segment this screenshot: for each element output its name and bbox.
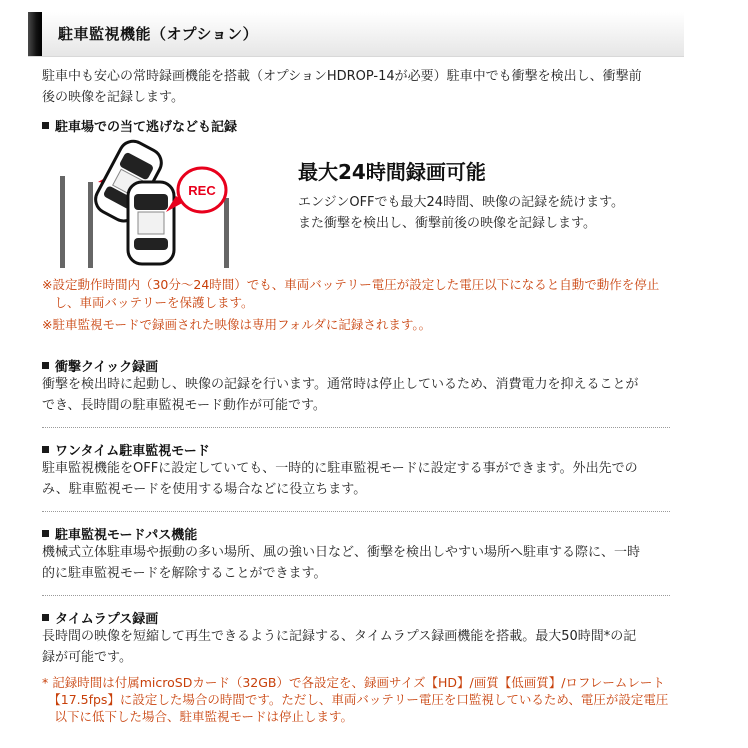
section-timelapse-heading	[42, 608, 158, 627]
section-onetime-heading	[42, 440, 210, 459]
body-line: 衝撃を検出時に起動し、映像の記録を行います。通常時は停止しているため、消費電力を抑えることが	[42, 377, 639, 392]
section-title: タイムラプス録画	[55, 612, 159, 627]
feature-line-2: また衝撃を検出し、衝撃前後の映像を記録します。	[298, 216, 596, 231]
square-bullet-icon	[42, 614, 49, 621]
note-line: 【17.5fps】に設定した場合の時間です。ただし、車両バッテリー電圧を口監視しているため、電圧が設定電圧	[42, 692, 669, 707]
header-accent-bar	[28, 12, 42, 56]
section-pass-heading	[42, 524, 197, 543]
section-title: 駐車監視モードパス機能	[55, 528, 198, 543]
body-line: 的に駐車監視モードを解除することができます。	[42, 566, 327, 581]
section-title: 衝撃クイック録画	[55, 360, 159, 375]
square-bullet-icon	[42, 530, 49, 537]
body-line: 機械式立体駐車場や振動の多い場所、風の強い日など、衝撃を検出しやすい場所へ駐車する際に、一時	[42, 545, 641, 560]
note-line: 以下に低下した場合、駐車監視モードは停止します。	[42, 709, 354, 724]
note-line: し、車両バッテリーを保護します。	[42, 295, 254, 310]
car-icon	[128, 182, 174, 264]
section-header	[28, 12, 684, 57]
parking-line	[60, 176, 65, 268]
divider	[42, 595, 670, 596]
body-line: でき、長時間の駐車監視モード動作が可能です。	[42, 398, 326, 413]
parking-line	[224, 198, 229, 268]
body-line: 駐車監視機能をOFFに設定していても、一時的に駐車監視モードに設定する事ができます。外出先での	[42, 461, 638, 476]
body-line: 録が可能です。	[42, 650, 132, 665]
section-title: 駐車場での当て逃げなども記録	[55, 120, 238, 135]
intro-line-1: 駐車中も安心の常時録画機能を搭載（オプションHDROP-14が必要）駐車中でも衝撃を検出し、衝撃前	[42, 69, 642, 84]
feature-line-1: エンジンOFFでも最大24時間、映像の記録を続けます。	[298, 195, 625, 210]
square-bullet-icon	[42, 446, 49, 453]
square-bullet-icon	[42, 122, 49, 129]
feature-description	[298, 192, 624, 234]
section-impact-quick-heading	[42, 356, 158, 375]
body-line: 長時間の映像を短縮して再生できるように記録する、タイムラプス録画機能を搭載。最大50時間*の記	[42, 629, 637, 644]
note-line: ※設定動作時間内（30分〜24時間）でも、車両バッテリー電圧が設定した電圧以下になると自動で動作を停止	[42, 277, 660, 292]
page-title: 駐車監視機能（オプション）	[58, 25, 259, 43]
intro-line-2: 後の映像を記録します。	[42, 90, 184, 105]
section-title: ワンタイム駐車監視モード	[55, 444, 210, 459]
body-line: み、駐車監視モードを使用する場合などに役立ちます。	[42, 482, 367, 497]
parking-line	[88, 182, 93, 268]
note-line: ※駐車監視モードで録画された映像は専用フォルダに記録されます。。	[42, 317, 432, 332]
square-bullet-icon	[42, 362, 49, 369]
divider	[42, 511, 670, 512]
parking-collision-illustration	[54, 138, 264, 268]
rec-label: REC	[188, 183, 216, 198]
section-parking-hit-heading	[42, 116, 237, 135]
feature-title: 最大24時間録画可能	[298, 160, 486, 184]
divider	[42, 427, 670, 428]
note-line: * 記録時間は付属microSDカード（32GB）で各設定を、録画サイズ【HD】/画質【低画質】/ロフレームレート	[42, 675, 665, 690]
